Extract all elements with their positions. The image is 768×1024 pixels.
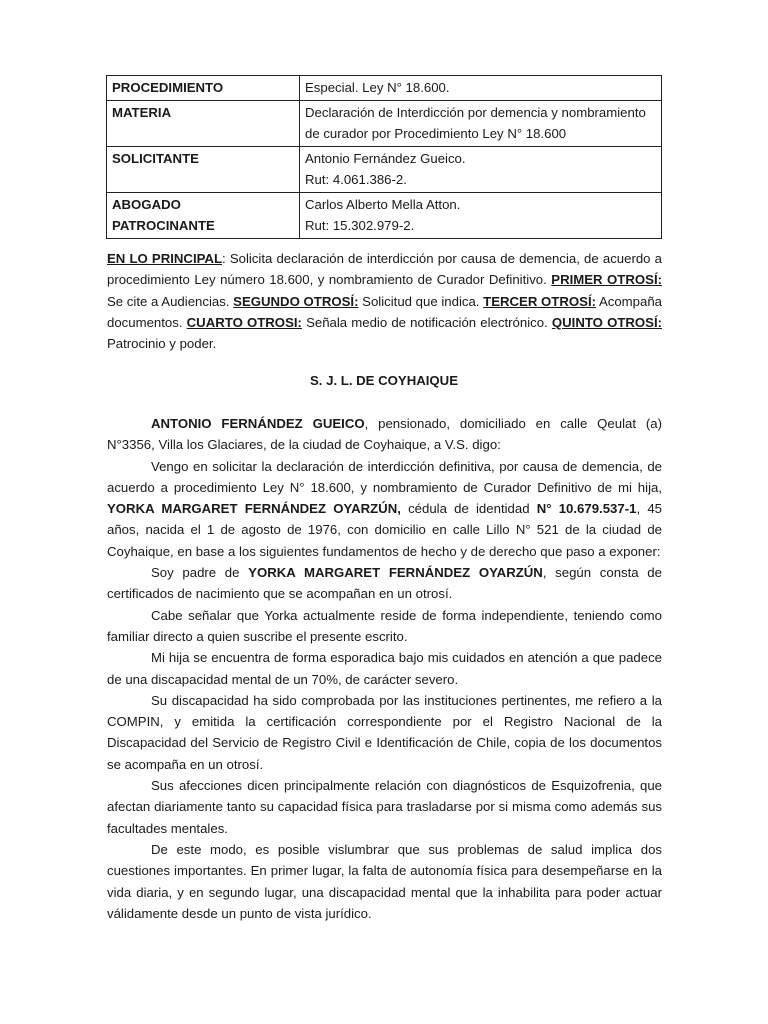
table-row <box>107 76 662 101</box>
paragraph: De este modo, es posible vislumbrar que sus problemas de salud implica dos cuestiones importantes. En primer lugar, la falta de autonomía física para desempeñarse en la vida diaria, y en segundo lugar, una discapacidad mental que la inhabilita para poder actuar válidamente desde un punto de vista jurídico. <box>107 841 662 921</box>
paragraph: Su discapacidad ha sido comprobada por las instituciones pertinentes, me refiero a la COMPIN, y emitida la certificación correspondiente por el Registro Nacional de la Discapacidad del Servicio de Registro Civil e Identificación de Chile, copia de los documentos se acompaña en un otrosí. <box>107 692 662 772</box>
table-row <box>107 147 662 193</box>
otrosi-1-text: Se cite a Audiencias. <box>107 293 234 309</box>
otrosi-3-text: Acompaña documentos. <box>107 293 662 330</box>
lawyer-label: ABOGADO PATROCINANTE <box>107 193 300 239</box>
principal-text: : Solicita declaración de interdicción por causa de demencia, de acuerdo a procedimiento Ley número 18.600, y nombramiento de Curador Definitivo. <box>107 251 662 288</box>
otrosi-1-label: PRIMER OTROSÍ: <box>551 272 662 288</box>
matter-value: Declaración de Interdicción por demencia y nombramiento de curador por Procedimiento Ley N° 18.600 <box>300 101 662 147</box>
petition-summary <box>107 248 662 354</box>
applicant-name: ANTONIO FERNÁNDEZ GUEICO <box>151 416 365 431</box>
table-row <box>107 193 662 239</box>
paragraph: ANTONIO FERNÁNDEZ GUEICO, pensionado, domiciliado en calle Qeulat (a) N°3356, Villa los Glaciares, de la ciudad de Coyhaique, a V.S. digo: <box>107 416 662 453</box>
otrosi-5-label: QUINTO OTROSÍ: <box>551 314 663 330</box>
applicant-value: Antonio Fernández Gueico. Rut: 4.061.386-2. <box>300 147 662 193</box>
otrosi-5-text: Patrocinio y poder. <box>107 336 217 352</box>
case-info-table <box>106 75 662 239</box>
daughter-name: YORKA MARGARET FERNÁNDEZ OYARZÚN, <box>107 501 401 517</box>
paragraph: Vengo en solicitar la declaración de interdicción definitiva, por causa de demencia, de acuerdo a procedimiento Ley N° 18.600, y nombramiento de Curador Definitivo de mi hija, YORKA MARGARET FERNÁNDEZ OYARZÚN, cédula de identidad N° 10.679.537-1, 45 años, nacida el 1 de agosto de 1976, con domicilio en calle Lillo N° 521 de la ciudad de Coyhaique, en base a los siguientes fundamentos de hecho y de derecho que paso a exponer: <box>107 458 662 559</box>
court-heading: S. J. L. DE COYHAIQUE <box>309 373 459 388</box>
procedure-value: Especial. Ley N° 18.600. <box>300 76 662 101</box>
otrosi-2-text: Solicitud que indica. <box>358 293 484 309</box>
otrosi-2-label: SEGUNDO OTROSÍ: <box>233 293 359 309</box>
otrosi-4-label: CUARTO OTROSI: <box>186 314 302 330</box>
otrosi-4-text: Señala medio de notificación electrónico. <box>301 314 552 330</box>
paragraph: Cabe señalar que Yorka actualmente reside de forma independiente, teniendo como familiar directo a quien suscribe el presente escrito. <box>107 607 662 644</box>
lawyer-value: Carlos Alberto Mella Atton. Rut: 15.302.979-2. <box>300 193 662 239</box>
applicant-label: SOLICITANTE <box>107 147 300 193</box>
paragraph: Soy padre de YORKA MARGARET FERNÁNDEZ OYARZÚN, según consta de certificados de nacimiento que se acompañan en un otrosí. <box>107 565 662 602</box>
table-row <box>107 101 662 147</box>
matter-label: MATERIA <box>107 101 300 147</box>
principal-label: EN LO PRINCIPAL <box>107 251 223 266</box>
daughter-id: N° 10.679.537-1 <box>536 501 637 517</box>
daughter-name: YORKA MARGARET FERNÁNDEZ OYARZÚN <box>248 565 543 581</box>
otrosi-3-label: TERCER OTROSÍ: <box>483 293 596 309</box>
document-body <box>107 413 662 924</box>
paragraph: Sus afecciones dicen principalmente relación con diagnósticos de Esquizofrenia, que afectan diariamente tanto su capacidad física para trasladarse por si misma como además sus facultades mentales. <box>107 778 662 836</box>
paragraph: Mi hija se encuentra de forma esporadica bajo mis cuidados en atención a que padece de una discapacidad mental de un 70%, de carácter severo. <box>107 650 662 687</box>
procedure-label: PROCEDIMIENTO <box>107 76 300 101</box>
